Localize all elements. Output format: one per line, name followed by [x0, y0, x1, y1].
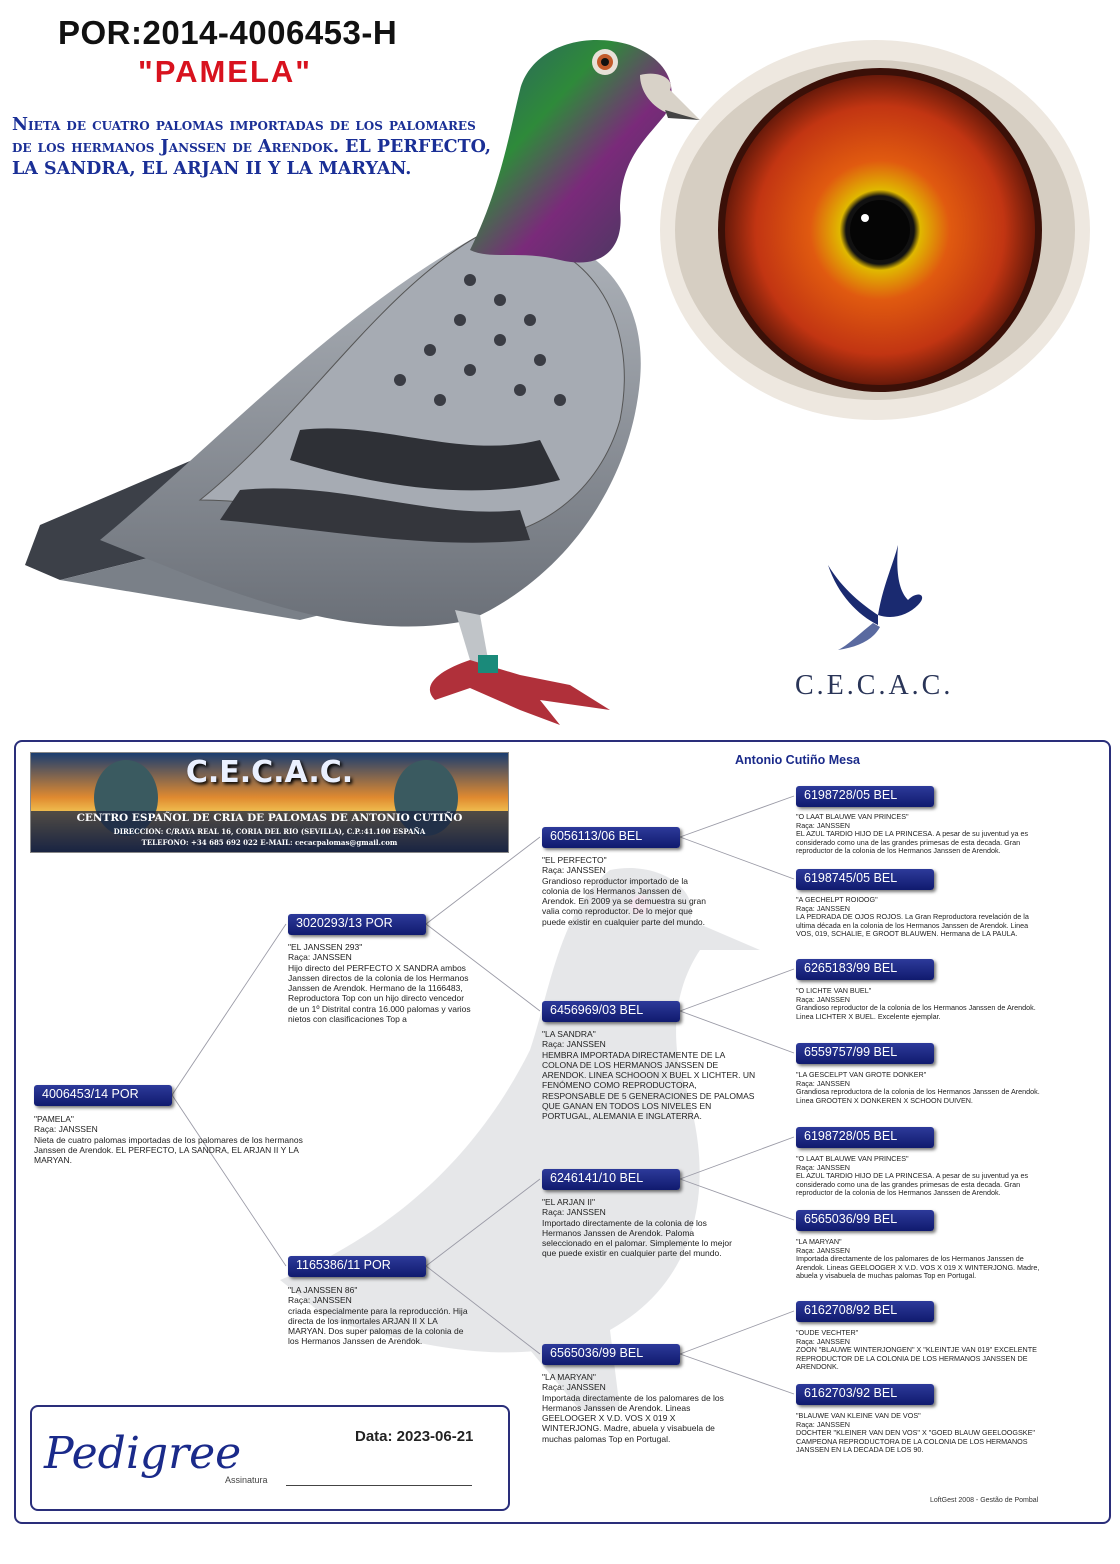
pigeon-description: Nieta de cuatro palomas importadas de los palomares de los hermanos Janssen de Arendok. EL PERFECTO, LA SANDRA, EL ARJAN II Y LA MARYAN. [12, 115, 491, 179]
pigeon-name-sd: "LA SANDRA" [542, 1029, 596, 1039]
info-dsd [796, 1238, 1041, 1281]
owner-name: Antonio Cutiño Mesa [735, 753, 860, 767]
cecac-banner [30, 752, 509, 853]
pigeon-name-dd: "LA MARYAN" [542, 1372, 596, 1382]
breed-sds: Raça: JANSSEN [796, 994, 850, 1004]
pedigree-date: Data: 2023-06-21 [355, 1428, 474, 1445]
notes-ds: Importado directamente de la colonia de los Hermanos Janssen de Arendok. Paloma seleccionado en el palomar. Simplemente lo mejor que puede existir en cualquier parte del mundo. [542, 1217, 732, 1259]
pigeon-name: "PAMELA" [138, 54, 312, 89]
breed-dds: Raça: JANSSEN [796, 1336, 850, 1346]
pigeon-name-sss: "O LAAT BLAUWE VAN PRINCES" [796, 812, 909, 821]
ring-ssd[interactable]: 6198745/05 BEL [796, 869, 934, 890]
eye-photo [655, 30, 1095, 430]
info-ssd [796, 896, 1041, 939]
breed-ss: Raça: JANSSEN [542, 865, 606, 876]
notes-sss: EL AZUL TARDIO HIJO DE LA PRINCESA. A pesar de su juventud ya es considerado como una de las grandes primesas de esta decada. Gran reproductor de la colonia de los Hermanos Janssen de Arendok. [796, 829, 1029, 856]
signature-label: Assinatura [225, 1475, 268, 1485]
pigeon-name-dss: "O LAAT BLAUWE VAN PRINCES" [796, 1154, 909, 1163]
leg-ring-icon [478, 655, 498, 673]
ring-sdd[interactable]: 6559757/99 BEL [796, 1043, 934, 1064]
info-sdd [796, 1071, 1041, 1105]
breed-sire: Raça: JANSSEN [288, 952, 352, 963]
ring-sss[interactable]: 6198728/05 BEL [796, 786, 934, 807]
info-sd [542, 1029, 757, 1122]
notes-dsd: Importada directamente de los palomares de los Hermanos Janssen de Arendok. Lineas GEELOOGER X V.D. VOS X 019 X WINTERJONG. Madre, abuela y visabuela de muchas palomas Top en Portugal. [796, 1254, 1040, 1281]
cecac-bird-logo-icon [818, 545, 928, 655]
banner-line2: DIRECCION: C/RAYA REAL 16, CORIA DEL RIO (SEVILLA), C.P.:41.100 ESPAÑA [113, 827, 426, 836]
pigeon-name-ddd: "BLAUWE VAN KLEINE VAN DE VOS" [796, 1411, 921, 1420]
ring-dss[interactable]: 6198728/05 BEL [796, 1127, 934, 1148]
pigeon-name-sds: "O LICHTE VAN BUEL" [796, 986, 872, 995]
ring-sds[interactable]: 6265183/99 BEL [796, 959, 934, 980]
breed-sdd: Raça: JANSSEN [796, 1078, 850, 1088]
breed-subject: Raça: JANSSEN [34, 1124, 98, 1135]
ring-dam[interactable]: 1165386/11 POR [288, 1256, 426, 1277]
pigeon-name-sire: "EL JANSSEN 293" [288, 942, 363, 952]
pigeon-name-ssd: "A GECHELPT ROIOOG" [796, 895, 878, 904]
banner-line1: CENTRO ESPAÑOL DE CRIA DE PALOMAS DE ANTONIO CUTIÑO [76, 812, 463, 824]
notes-ss: Grandioso reproductor importado de la colonia de los Hermanos Janssen de Arendok. En 2009 ya se demuestra su gran valia como reproductor. De lo mejor que puede existir en cualquier parte del mundo. [542, 875, 706, 927]
pigeon-name-ds: "EL ARJAN II" [542, 1197, 595, 1207]
pigeon-name-sdd: "LA GESCELPT VAN GROTE DONKER" [796, 1070, 927, 1079]
notes-dam: criada especialmente para la reproducción. Hija directa de los inmortales ARJAN II X LA MARYAN. Dos super palomas de la colonia de los Hermanos Janssen de Arendok. [288, 1305, 468, 1347]
info-ds [542, 1197, 737, 1259]
notes-dds: ZOON "BLAUWE WINTERJONGEN" X "KLEINTJE VAN 019" EXCELENTE REPRODUCTOR DE LA COLONIA DE LOS HERMANOS JANSSEN DE ARENDONK. [796, 1345, 1037, 1372]
software-credit: LoftGest 2008 - Gestão de Pombal [930, 1497, 1039, 1504]
pigeon-ring-title: POR:2014-4006453-H [58, 14, 398, 51]
signature-line[interactable] [286, 1485, 472, 1486]
breed-dsd: Raça: JANSSEN [796, 1245, 850, 1255]
notes-sd: HEMBRA IMPORTADA DIRECTAMENTE DE LA COLONA DE LOS HERMANOS JANSSEN DE ARENDOK. LINEA SCHOOON X BUEL X LICHTER. UN FENÓMENO COMO REPRODUCTORA, RESPONSABLE DE 5 GENERACIONES DE PALOMAS QUE GANAN EN TODOS LOS NIVELES EN PORTUGAL, ALEMANIA E INGLATERRA. [542, 1049, 756, 1122]
pigeon-name-dsd: "LA MARYAN" [796, 1237, 842, 1246]
ring-subject[interactable]: 4006453/14 POR [34, 1085, 172, 1106]
notes-dd: Importada directamente de los palomares de los Hermanos Janssen de Arendok. Lineas GEELOOGER X V.D. VOS X 019 X WINTERJONG. Madre, abuela y visabuela de muchas palomas Top en Portugal. [542, 1392, 724, 1444]
ring-dd[interactable]: 6565036/99 BEL [542, 1344, 680, 1365]
pigeon-photo [0, 20, 720, 730]
notes-dss: EL AZUL TARDIO HIJO DE LA PRINCESA. A pesar de su juventud ya es considerado como una de las grandes primesas de esta decada. Gran reproductor de la colonia de los Hermanos Janssen de Arendok. [796, 1171, 1029, 1198]
notes-sds: Grandioso reproductor de la colonia de los Hermanos Janssen de Arendok. Linea LICHTER X BUEL. Excelente ejemplar. [796, 1003, 1036, 1021]
ring-dds[interactable]: 6162708/92 BEL [796, 1301, 934, 1322]
notes-subject: Nieta de cuatro palomas importadas de los palomares de los hermanos Janssen de Arendok. EL PERFECTO, LA SANDRA, EL ARJAN II Y LA MARYAN. [34, 1134, 303, 1166]
ring-sd[interactable]: 6456969/03 BEL [542, 1001, 680, 1022]
info-subject [34, 1114, 319, 1165]
pigeon-name-subject: "PAMELA" [34, 1114, 74, 1124]
info-dds [796, 1329, 1041, 1372]
notes-ddd: DOCHTER "KLEINER VAN DEN VOS" X "GOED BLAUW GEELOOGSKE" CAMPEONA REPRODUCTORA DE LA COLONIA DE LOS HERMANOS JANSSEN EN LA DECADA DE LOS 90. [796, 1428, 1035, 1455]
ring-dsd[interactable]: 6565036/99 BEL [796, 1210, 934, 1231]
info-dd [542, 1372, 732, 1444]
banner-logo: C.E.C.A.C. [185, 755, 354, 790]
breed-dam: Raça: JANSSEN [288, 1295, 352, 1306]
breed-dss: Raça: JANSSEN [796, 1162, 850, 1172]
notes-sire: Hijo directo del PERFECTO X SANDRA ambos Janssen directos de la colonia de los Hermanos Janssen de Arendok. Hermano de la 1166483, Reproductora Top con un hijo directo vencedor de un 1º Distrital contra 16.000 palomas y varios nietos con clasificaciones Top a [288, 962, 471, 1025]
info-ddd [796, 1412, 1041, 1455]
breed-ddd: Raça: JANSSEN [796, 1419, 850, 1429]
breed-dd: Raça: JANSSEN [542, 1382, 606, 1393]
info-sss [796, 813, 1041, 856]
banner-line3: TELEFONO: +34 685 692 022 E-MAIL: cecacpalomas@gmail.com [141, 838, 398, 847]
info-dss [796, 1155, 1041, 1198]
info-sds [796, 987, 1041, 1021]
ring-ss[interactable]: 6056113/06 BEL [542, 827, 680, 848]
info-ss [542, 855, 712, 927]
info-sire [288, 942, 473, 1024]
ring-ddd[interactable]: 6162703/92 BEL [796, 1384, 934, 1405]
info-dam [288, 1285, 468, 1347]
pigeon-name-dam: "LA JANSSEN 86" [288, 1285, 358, 1295]
breed-ssd: Raça: JANSSEN [796, 903, 850, 913]
notes-sdd: Grandiosa reproductora de la colonia de los Hermanos Janssen de Arendok. Linea GROOTEN X DONKEREN X SCHOON DUIVEN. [796, 1087, 1040, 1105]
breed-ds: Raça: JANSSEN [542, 1207, 606, 1218]
cecac-logo-text: C.E.C.A.C. [795, 670, 954, 701]
ring-ds[interactable]: 6246141/10 BEL [542, 1169, 680, 1190]
breed-sss: Raça: JANSSEN [796, 820, 850, 830]
notes-ssd: LA PEDRADA DE OJOS ROJOS. La Gran Reproductora revelación de la ultima década en la colonia de los Hermanos Janssen de Arendok. Linea VOS, 019, SCHALIE, E GROOT BLAUWEN. Hermana de LA PAULA. [796, 912, 1029, 939]
pigeon-name-dds: "OUDE VECHTER" [796, 1328, 859, 1337]
breed-sd: Raça: JANSSEN [542, 1039, 606, 1050]
ring-sire[interactable]: 3020293/13 POR [288, 914, 426, 935]
pigeon-name-ss: "EL PERFECTO" [542, 855, 607, 865]
pedigree-script-label: Pedigree [44, 1428, 242, 1479]
